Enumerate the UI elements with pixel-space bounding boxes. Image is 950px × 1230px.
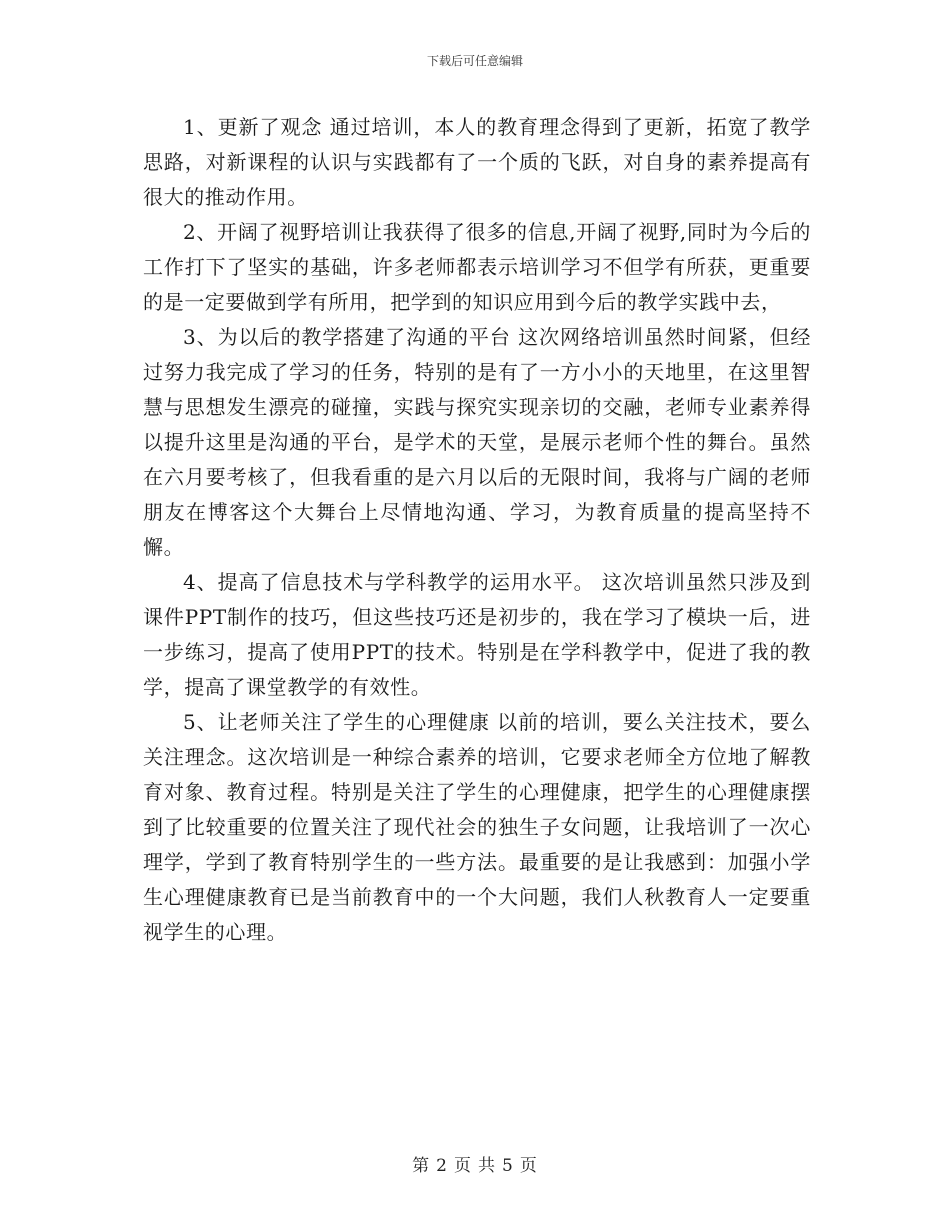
paragraph-4: 4、提高了信息技术与学科教学的运用水平。 这次培训虽然只涉及到课件PPT制作的技巧，但这些技巧还是初步的，我在学习了模块一后，进一步练习，提高了使用PPT的技术。特别是在学科教学中，促进了我的教学，提高了课堂教学的有效性。 [143,570,811,699]
footer-total-pages: 5 [502,1156,514,1176]
footer-current-page: 2 [436,1156,448,1176]
footer-total-word: 共 [478,1156,496,1176]
page-number-footer [0,1156,950,1176]
footer-page-word: 页 [454,1156,472,1176]
footer-prefix: 第 [412,1156,431,1176]
document-body [143,110,811,950]
footer-suffix: 页 [519,1156,538,1176]
paragraph-5: 5、让老师关注了学生的心理健康 以前的培训，要么关注技术，要么关注理念。这次培训是一种综合素养的培训，它要求老师全方位地了解教育对象、教育过程。特别是关注了学生的心理健康，把学生的心理健康摆到了比较重要的位置关注了现代社会的独生子女问题，让我培训了一次心理学，学到了教育特别学生的一些方法。最重要的是让我感到：加强小学生心理健康教育已是当前教育中的一个大问题，我们人秋教育人一定要重视学生的心理。 [143,710,811,944]
page-header-note: 下载后可任意编辑 [426,54,523,68]
paragraph-1: 1、更新了观念 通过培训，本人的教育理念得到了更新，拓宽了教学思路，对新课程的认识与实践都有了一个质的飞跃，对自身的素养提高有很大的推动作用。 [143,115,811,209]
paragraph-2: 2、开阔了视野培训让我获得了很多的信息,开阔了视野,同时为今后的工作打下了坚实的基础，许多老师都表示培训学习不但学有所获，更重要的是一定要做到学有所用，把学到的知识应用到今后的教学实践中去， [143,220,811,314]
paragraph-3: 3、为以后的教学搭建了沟通的平台 这次网络培训虽然时间紧，但经过努力我完成了学习的任务，特别的是有了一方小小的天地里，在这里智慧与思想发生漂亮的碰撞，实践与探究实现亲切的交融，老师专业素养得以提升这里是沟通的平台，是学术的天堂，是展示老师个性的舞台。虽然在六月要考核了，但我看重的是六月以后的无限时间，我将与广阔的老师朋友在博客这个大舞台上尽情地沟通、学习，为教育质量的提高坚持不懈。 [143,325,811,559]
